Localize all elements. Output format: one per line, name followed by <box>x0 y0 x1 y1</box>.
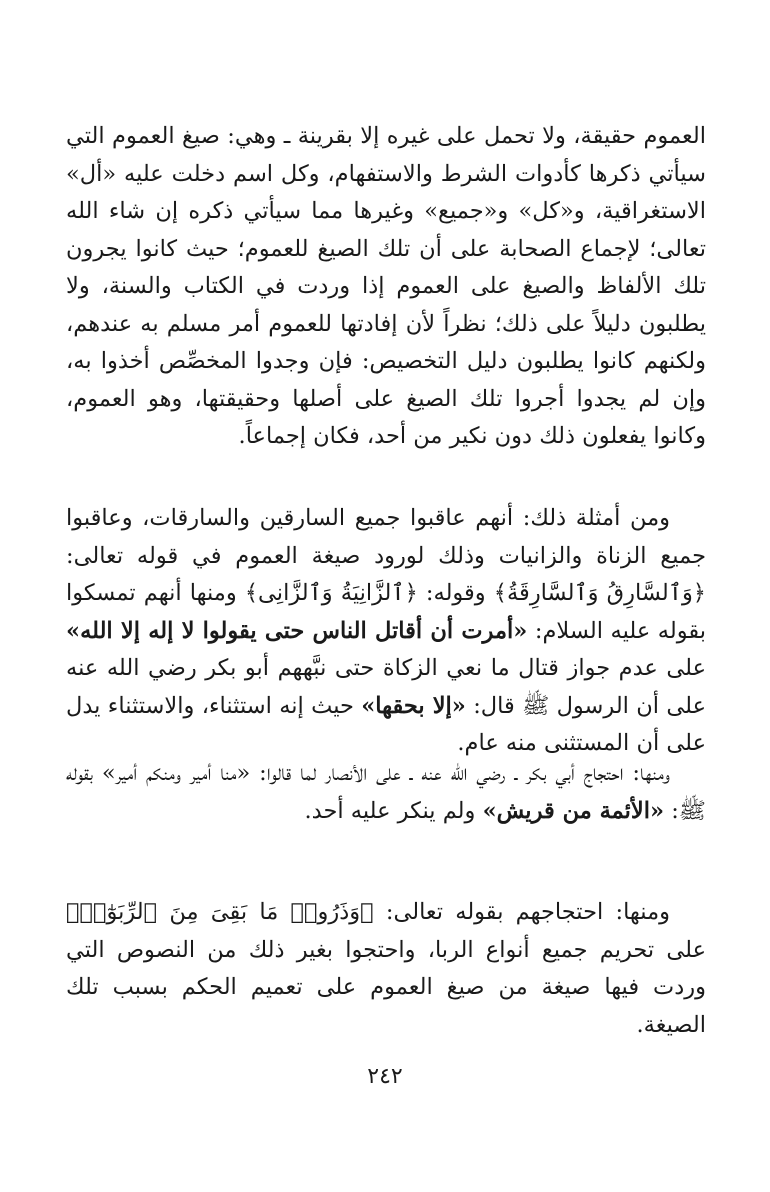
paragraph-1 <box>66 118 706 456</box>
hadith-quote-2: «إلا بحقها» <box>361 692 466 719</box>
paragraph-2-part-e: حيث إنه استثناء، والاستثناء يدل على أن المستثنى منه عام. <box>66 692 706 756</box>
hadith-quote-1: «أمرت أن أقاتل الناس حتى يقولوا لا إله إلا الله» <box>66 617 528 644</box>
paragraph-2-part-a: ومن أمثلة ذلك: أنهم عاقبوا جميع السارقين والسارقات، وعاقبوا جميع الزناة والزانيات وذلك لورود صيغة العموم في قوله تعالى: ﴿وَٱلسَّارِقُ وَٱلسَّارِقَةُ﴾ وقوله: ﴿ٱلزَّانِيَةُ وَٱلزَّانِى﴾ ومنها أنهم تمسكوا بقوله عليه السلام: <box>66 505 706 644</box>
page-number: ٢٤٢ <box>367 1064 403 1089</box>
paragraph-3-part-a: ومنها: احتجاج أبي بكر ـ رضي الله عنه ـ على الأنصار لما قالوا: «منا أمير ومنكم أمير» بقوله ﷺ: <box>66 760 706 824</box>
paragraph-2-text <box>66 500 706 763</box>
paragraph-4-text <box>66 894 706 1044</box>
paragraph-4-body: ومنها: احتجاجهم بقوله تعالى: ﴿وَذَرُوا۟ مَا بَقِىَ مِنَ ٱلرِّبَوٰٓا۟﴾ على تحريم جميع أنواع الربا، واحتجوا بغير ذلك من النصوص التي وردت فيها صيغة من صيغ العموم على تعميم الحكم بسبب تلك الصيغة. <box>66 899 706 1038</box>
paragraph-2 <box>66 500 706 763</box>
paragraph-2-part-c: على عدم جواز قتال ما نعي الزكاة حتى نبَّههم أبو بكر رضي الله عنه على أن الرسول ﷺ قال: <box>66 655 706 719</box>
paragraph-4 <box>66 894 706 1044</box>
paragraph-3-text <box>66 755 706 830</box>
hadith-quote-3: «الأئمة من قريش» <box>482 797 665 824</box>
paragraph-1-text: العموم حقيقة، ولا تحمل على غيره إلا بقرينة ـ وهي: صيغ العموم التي سيأتي ذكرها كأدوات الشرط والاستفهام، وكل اسم دخلت عليه «أل» الاستغراقية، و«كل» و«جميع» وغيرها مما سيأتي ذكره إن شاء الله تعالى؛ لإجماع الصحابة على أن تلك الصيغ للعموم؛ حيث كانوا يجرون تلك الألفاظ والصيغ على العموم إذا وردت في الكتاب والسنة، ولا يطلبون دليلاً على ذلك؛ نظراً لأن إفادتها للعموم أمر مسلم به عندهم، ولكنهم كانوا يطلبون دليل التخصيص: فإن وجدوا المخصِّص أخذوا به، وإن لم يجدوا أجروا تلك الصيغ على أصلها وحقيقتها، وهو العموم، وكانوا يفعلون ذلك دون نكير من أحد، فكان إجماعاً. <box>66 123 706 449</box>
paragraph-3 <box>66 755 706 830</box>
paragraph-3-part-c: ولم ينكر عليه أحد. <box>304 797 483 824</box>
